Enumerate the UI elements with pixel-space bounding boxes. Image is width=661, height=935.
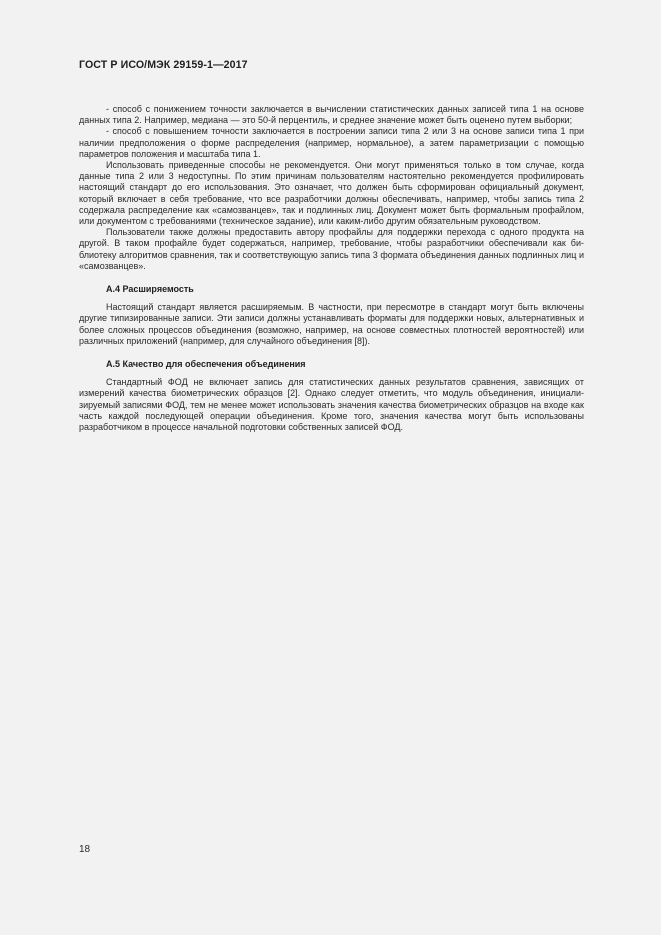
section-heading-a5: А.5 Качество для обеспечения объединения	[106, 359, 306, 370]
document-header: ГОСТ Р ИСО/МЭК 29159-1—2017	[79, 59, 248, 71]
section-heading-a4: А.4 Расширяемость	[106, 284, 194, 295]
paragraph-lowering-precision: - способ с понижением точности заключается в вычислении статистических данных записей типа 1 на основе данных типа 2. Например, медиана — это 50-й перцентиль, и среднее значение может быть оценено путем выборки;	[79, 104, 584, 126]
paragraph-not-recommended: Использовать приведенные способы не рекомендуется. Они могут применяться только в том случае, когда данные типа 2 или 3 недоступны. По этим причинам пользователям настоятельно рекомендуется профилировать настоящий стандарт до его использования. Это означает, что должен быть сформирован официальный документ, который включает в себя требование, что все разработчики должны обеспечивать, например, чтобы запись типа 2 содержала распределение как «самозванцев», так и подлинных лиц. Документ может быть формальным профайлом, или документом с требованиями (техническое задание), или каким-либо другим обязательным руководством.	[79, 160, 584, 227]
paragraph-user-profiles: Пользователи также должны предоставить автору профайлы для поддержки перехода с одного продукта на другой. В таком профайле будет содержаться, например, требование, чтобы разработчики обеспечивали как библиотеку алгоритмов сравнения, так и соответствующую запись типа 3 формата объединения данных подлинных лиц и «самозванцев».	[79, 227, 584, 271]
section-text-a4: Настоящий стандарт является расширяемым. В частности, при пересмотре в стандарт могут быть включены другие типизированные записи. Эти записи должны устанавливать форматы для поддержки новых, альтернативных и более сложных процессов объединения (возможно, например, на основе совместных плотностей вероятностей) или различных приложений (например, для случайного объединения [8]).	[79, 302, 584, 346]
section-text-a5: Стандартный ФОД не включает запись для статистических данных результатов сравнения, зависящих от измерений качества биометрических образцов [2]. Однако следует отметить, что модуль объединения, инициализируемый записями ФОД, тем не менее может использовать значения качества биометрических образцов на входе как часть каждой последующей операции объединения. Кроме того, значения качества могут быть использованы разработчиком в процессе начальной подготовки собственных записей ФОД.	[79, 377, 584, 433]
paragraph-raising-precision: - способ с повышением точности заключается в построении записи типа 2 или 3 на основе записи типа 1 при наличии предположения о форме распределения (например, нормальное), а затем параметризации с помощью параметров положения и масштаба типа 1.	[79, 126, 584, 159]
page-number: 18	[79, 844, 91, 855]
document-body	[79, 104, 584, 433]
